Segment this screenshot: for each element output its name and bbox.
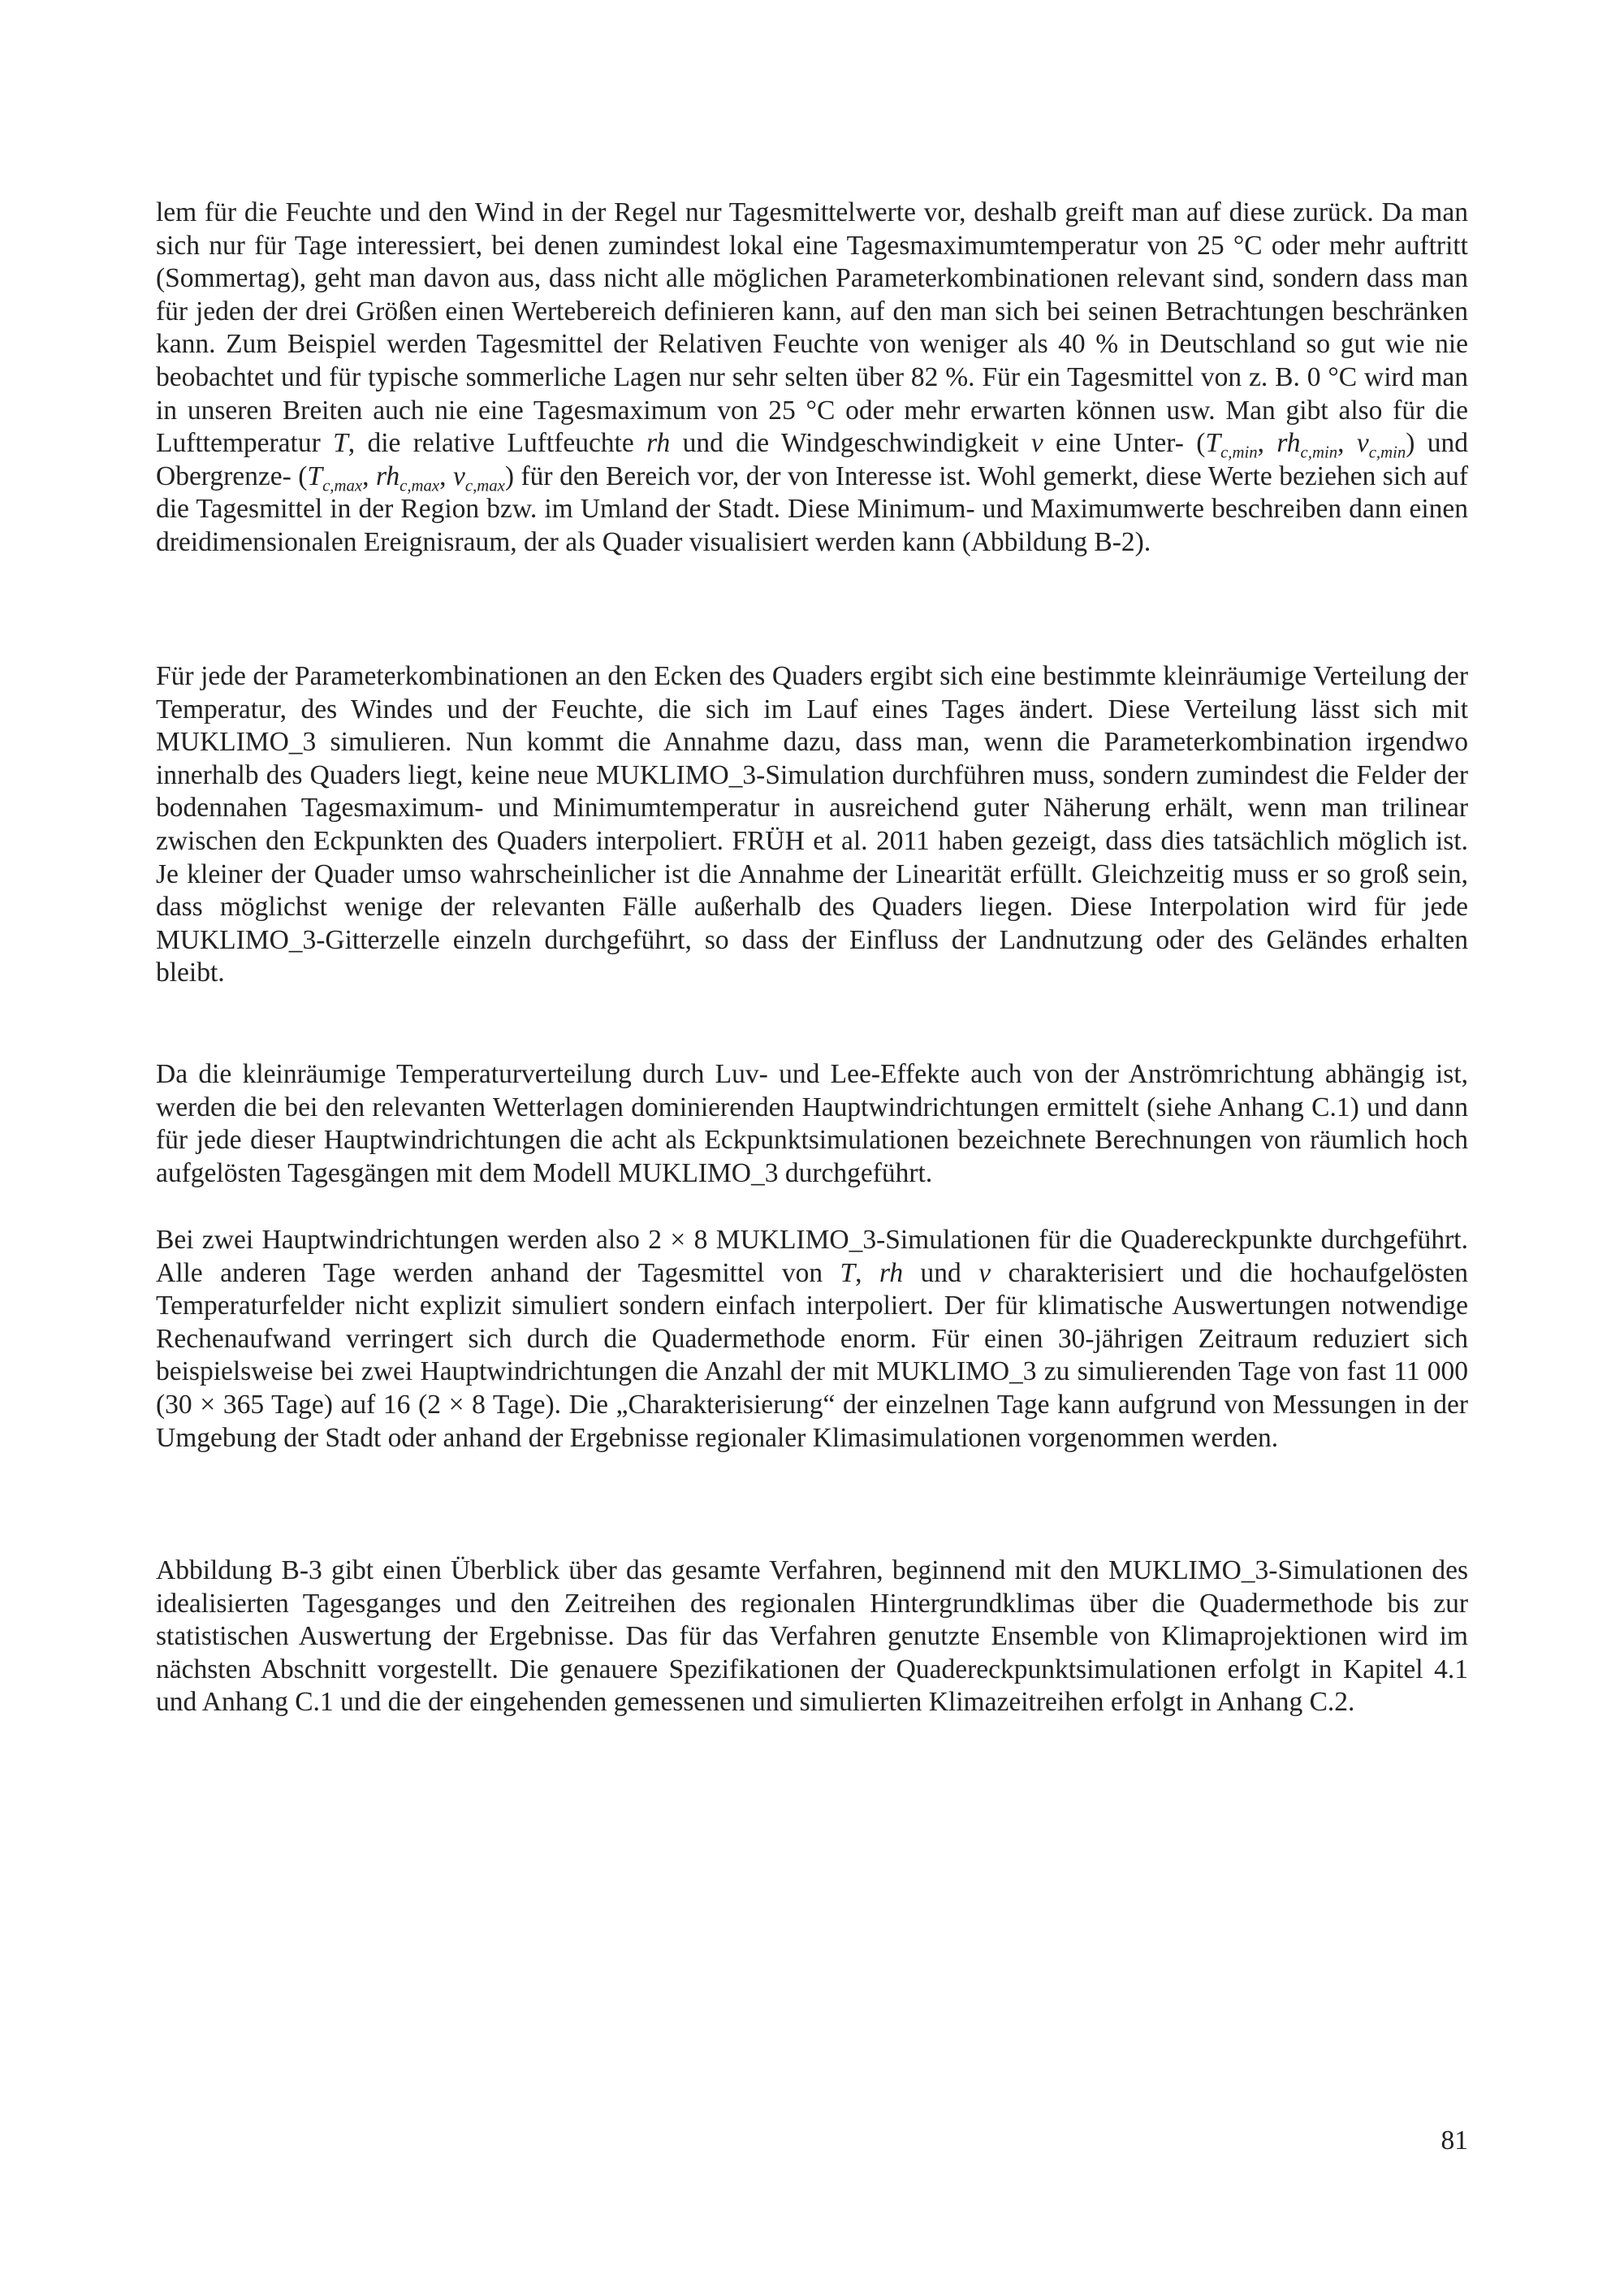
text-run: und xyxy=(903,1257,979,1288)
subscript-cmin: c,min xyxy=(1220,443,1258,462)
paragraph-5: Abbildung B-3 gibt einen Überblick über das gesamte Verfahren, beginnend mit den MUKLIMO_3-Simulationen des idealisierten Tagesganges und den Zeitreihen des regionalen Hintergrundklimas über die Quadermethode bis zur statistischen Auswertung der Ergebnisse. Das für das Verfahren genutzte Ensemble von Klimaprojektionen wird im nächsten Abschnitt vorgestellt. Die genauere Spezifikationen der Quadereckpunktsimulationen erfolgt in Kapitel 4.1 und Anhang C.1 und die der eingehenden gemessenen und simulierten Klimazeitreihen erfolgt in Anhang C.2. xyxy=(156,1555,1468,1718)
paragraph-1 xyxy=(156,197,1468,560)
variable-rh: rh xyxy=(375,460,400,491)
text-run: Bei zwei Hauptwindrichtungen werden also 2 × 8 MUKLIMO_3-Simulationen für die Quadereckpunkte durchgeführt. Alle anderen Tage werden anhand der Tagesmittel von xyxy=(156,1225,1468,1288)
variable-v: v xyxy=(1030,428,1043,459)
subscript-cmax: c,max xyxy=(400,476,440,495)
paragraph-2: Für jede der Parameterkombinationen an den Ecken des Quaders ergibt sich eine bestimmte kleinräumige Verteilung der Temperatur, des Windes und der Feuchte, die sich im Lauf eines Tages ändert. Diese Verteilung lässt sich mit MUKLIMO_3 simulieren. Nun kommt die Annahme dazu, dass man, wenn die Parameterkombination irgendwo innerhalb des Quaders liegt, keine neue MUKLIMO_3-Simulation durchführen muss, sondern zumindest die Felder der bodennahen Tagesmaximum- und Minimumtemperatur in ausreichend guter Näherung erhält, wenn man trilinear zwischen den Eckpunkten des Quaders interpoliert. FRÜH et al. 2011 haben gezeigt, dass dies tatsächlich möglich ist. Je kleiner der Quader umso wahrscheinlicher ist die Annahme der Linearität erfüllt. Gleichzeitig muss er so groß sein, dass möglichst wenige der relevanten Fälle außerhalb des Quaders liegen. Diese Interpolation wird für jede MUKLIMO_3-Gitterzelle einzeln durchgeführt, so dass der Einfluss der Landnutzung oder des Geländes erhalten bleibt. xyxy=(156,661,1468,988)
page-number: 81 xyxy=(1440,2125,1468,2155)
variable-rh: rh xyxy=(879,1257,904,1288)
subscript-cmax: c,max xyxy=(464,476,505,495)
text-run: , xyxy=(439,460,453,491)
text-run: , xyxy=(855,1257,879,1288)
text-run: ) und Obergrenze- ( xyxy=(156,428,1469,491)
subscript-cmin: c,min xyxy=(1368,443,1406,462)
subscript-cmin: c,min xyxy=(1300,443,1338,462)
variable-rh: rh xyxy=(646,428,671,459)
text-run: lem für die Feuchte und den Wind in der Regel nur Tagesmittelwerte vor, deshalb greift man auf diese zurück. Da man sich nur für Tage interessiert, bei denen zumindest lokal eine Tagesmaximumtemperatur von 25 °C oder mehr auftritt (Sommertag), geht man davon aus, dass nicht alle möglichen Parameterkombinationen relevant sind, sondern dass man für jeden der drei Größen einen Wertebereich definieren kann, auf den man sich bei seinen Betrachtungen beschränken kann. Zum Beispiel werden Tagesmittel der Relativen Feuchte von weniger als 40 % in Deutschland so gut wie nie beobachtet und für typische sommerliche Lagen nur sehr selten über 82 %. Für ein Tagesmittel von z. B. 0 °C wird man in unseren Breiten auch nie eine Tagesmaximum von 25 °C oder mehr erwarten können usw. Man gibt also für die Lufttemperatur xyxy=(156,197,1468,459)
paragraph-4 xyxy=(156,1224,1468,1455)
variable-rh: rh xyxy=(1276,428,1301,459)
text-run: eine Unter- ( xyxy=(1043,428,1206,459)
variable-T: T xyxy=(333,428,348,459)
variable-v: v xyxy=(453,460,465,491)
variable-T: T xyxy=(840,1257,856,1288)
variable-v: v xyxy=(1356,428,1369,459)
text-run: ) für den Bereich vor, der von Interesse ist. Wohl gemerkt, diese Werte beziehen sich auf die Tagesmittel in der Region bzw. im Umland der Stadt. Diese Minimum- und Maximumwerte beschreiben dann einen dreidimensionalen Ereignisraum, der als Quader visualisiert werden kann (Abbildung B-2). xyxy=(156,460,1469,557)
text-run: , xyxy=(1257,428,1277,459)
text-run: und die Windgeschwindigkeit xyxy=(670,428,1031,459)
text-run: , die relative Luftfeuchte xyxy=(348,428,647,459)
variable-v: v xyxy=(978,1257,991,1288)
text-run: charakterisiert und die hochaufgelösten Temperaturfelder nicht explizit simuliert sondern einfach interpoliert. Der für klimatische Auswertungen notwendige Rechenaufwand verringert sich durch die Quadermethode enorm. Für einen 30-jährigen Zeitraum reduziert sich beispielsweise bei zwei Hauptwindrichtungen die Anzahl der mit MUKLIMO_3 zu simulierenden Tage von fast 11 000 (30 × 365 Tage) auf 16 (2 × 8 Tage). Die „Charakterisierung“ der einzelnen Tage kann aufgrund von Messungen in der Umgebung der Stadt oder anhand der Ergebnisse regionaler Klimasimulationen vorgenommen werden. xyxy=(156,1257,1469,1453)
variable-T: T xyxy=(307,460,323,491)
variable-T: T xyxy=(1205,428,1221,459)
text-run: , xyxy=(362,460,376,491)
paragraph-3: Da die kleinräumige Temperaturverteilung durch Luv- und Lee-Effekte auch von der Anströmrichtung abhängig ist, werden die bei den relevanten Wetterlagen dominierenden Hauptwindrichtungen ermittelt (siehe Anhang C.1) und dann für jede dieser Hauptwindrichtungen die acht als Eckpunktsimulationen bezeichnete Berechnungen von räumlich hoch aufgelösten Tagesgängen mit dem Modell MUKLIMO_3 durchgeführt. xyxy=(156,1059,1468,1188)
subscript-cmax: c,max xyxy=(322,476,363,495)
text-run: , xyxy=(1337,428,1357,459)
